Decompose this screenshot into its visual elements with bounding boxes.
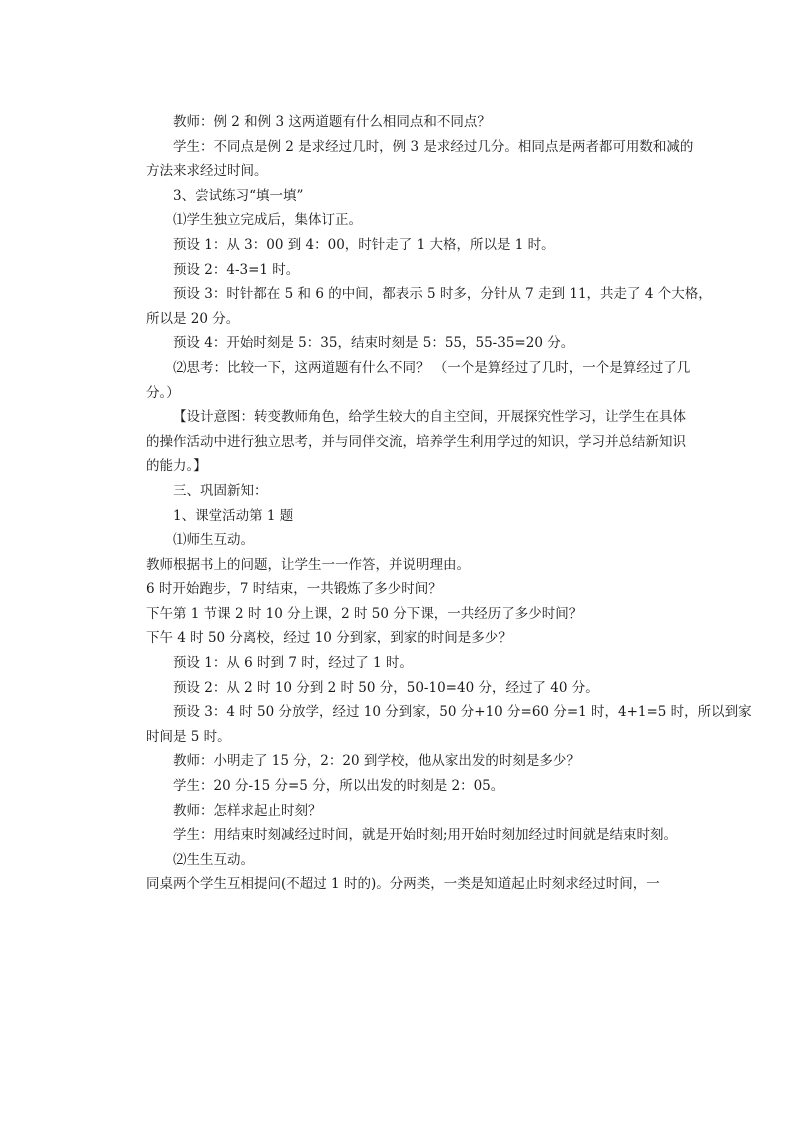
preset-line: 预设 1：从 3：00 到 4：00，时针走了 1 大格，所以是 1 时。 — [173, 236, 555, 253]
section-heading: 3、尝试练习“填一填” — [173, 187, 304, 204]
step-line-cont: 分。） — [146, 384, 180, 401]
step-line: ⑴学生独立完成后，集体订正。 — [173, 212, 362, 229]
preset-line: 预设 1：从 6 时到 7 时，经过了 1 时。 — [173, 655, 413, 672]
section-heading: 1、课堂活动第 1 题 — [173, 507, 294, 524]
dialogue-line-student: 学生：不同点是例 2 是求经过几时，例 3 是求经过几分。相同点是两者都可用数和减的 — [173, 138, 694, 155]
step-line: ⑵生生互动。 — [173, 851, 254, 868]
dialogue-line-teacher: 教师：怎样求起止时刻？ — [173, 802, 322, 819]
step-line: ⑴师生互动。 — [173, 532, 254, 549]
preset-line: 预设 2：4-3=1 时。 — [173, 261, 300, 278]
dialogue-line-student: 学生：用结束时刻减经过时间，就是开始时刻;用开始时刻加经过时间就是结束时刻。 — [173, 827, 678, 844]
design-intent-line: 【设计意图：转变教师角色，给学生较大的自主空间，开展探究性学习，让学生在具体 — [173, 409, 686, 426]
preset-line-cont: 所以是 20 分。 — [146, 310, 240, 327]
dialogue-line-teacher: 教师：小明走了 15 分，2：20 到学校，他从家出发的时刻是多少？ — [173, 753, 580, 770]
design-intent-line-cont: 的操作活动中进行独立思考，并与同伴交流，培养学生利用学过的知识，学习并总结新知识 — [146, 433, 686, 450]
dialogue-line-teacher: 教师：例 2 和例 3 这两道题有什么相同点和不同点？ — [173, 114, 491, 130]
dialogue-line-student-cont: 方法来求经过时间。 — [146, 163, 268, 180]
question-line: 下午第 1 节课 2 时 10 分上课，2 时 50 分下课，一共经历了多少时间？ — [146, 605, 583, 622]
preset-line-cont: 时间是 5 时。 — [146, 728, 231, 745]
section-heading: 三、巩固新知： — [173, 482, 268, 499]
paragraph-line: 同桌两个学生互相提问(不超过 1 时的)。分两类，一类是知道起止时刻求经过时间，一 — [146, 876, 660, 893]
design-intent-line-cont: 的能力。】 — [146, 458, 207, 475]
dialogue-line-student: 学生：20 分-15 分=5 分，所以出发的时刻是 2：05。 — [173, 778, 505, 795]
preset-line: 预设 4：开始时刻是 5：35，结束时刻是 5：55，55-35=20 分。 — [173, 335, 575, 352]
document-body — [146, 110, 752, 897]
preset-line: 预设 3：4 时 50 分放学，经过 10 分到家，50 分+10 分=60 分=1 时，4+1=5 时，所以到家 — [173, 704, 752, 721]
paragraph-line: 教师根据书上的问题，让学生一一作答，并说明理由。 — [146, 556, 470, 573]
question-line: 6 时开始跑步，7 时结束，一共锻炼了多少时间？ — [146, 581, 442, 598]
question-line: 下午 4 时 50 分离校，经过 10 分到家，到家的时间是多少？ — [146, 630, 512, 647]
step-line: ⑵思考：比较一下，这两道题有什么不同？ （一个是算经过了几时，一个是算经过了几 — [173, 359, 691, 376]
preset-line: 预设 2：从 2 时 10 分到 2 时 50 分，50-10=40 分，经过了 40 分。 — [173, 679, 599, 696]
preset-line: 预设 3：时针都在 5 和 6 的中间，都表示 5 时多，分针从 7 走到 11，共走了 4 个大格， — [173, 286, 712, 303]
